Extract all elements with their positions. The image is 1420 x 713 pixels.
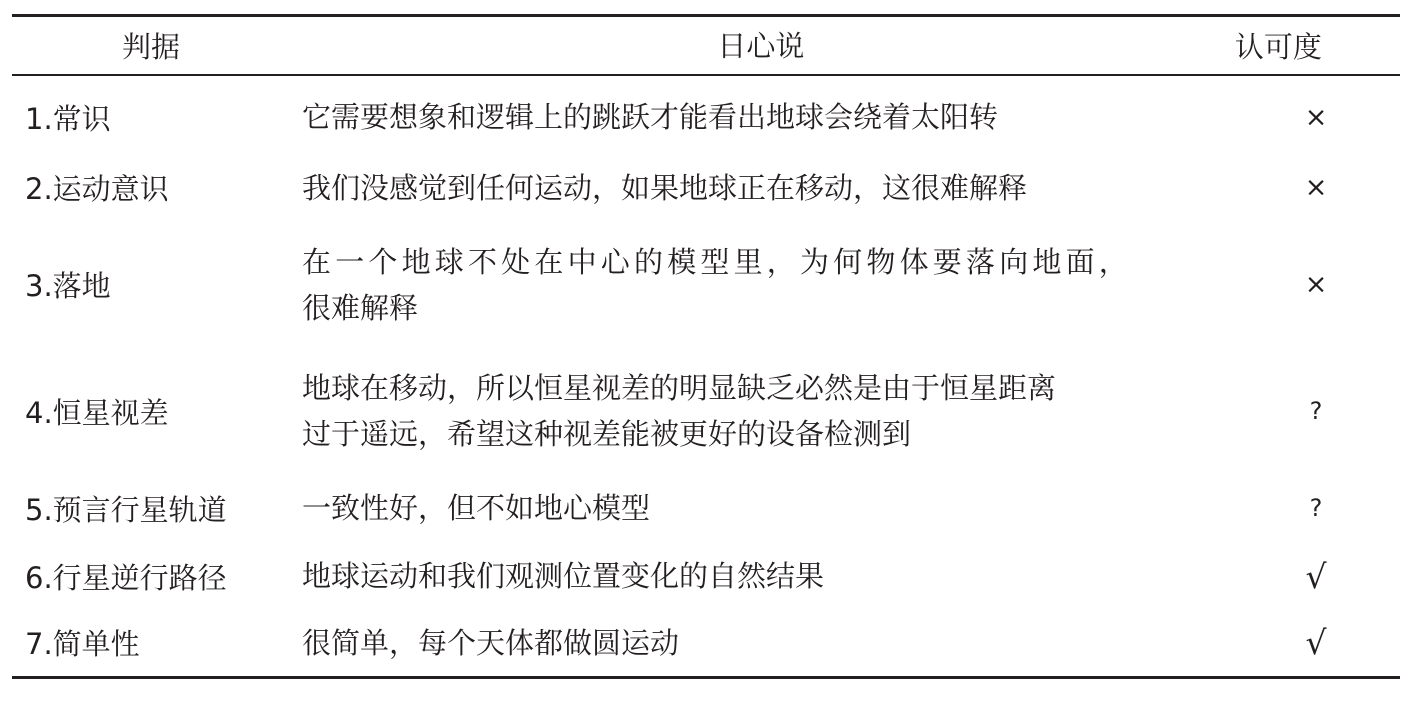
row-criterion: 4.恒星视差 [25,395,169,430]
header-criterion: 判据 [122,30,181,64]
header-acceptance: 认可度 [1234,30,1322,64]
comparison-table [12,14,1400,679]
table-row [12,473,1400,543]
row-description [302,94,1232,140]
row-description-line: 地球在移动，所以恒星视差的明显缺乏必然是由于恒星距离 [302,371,1057,405]
table-row [12,609,1400,676]
row-criterion: 5.预言行星轨道 [25,492,227,527]
rating-check: √ [1305,556,1327,596]
header-rule [12,74,1400,76]
row-description-line: 过于遥远，希望这种视差能被更好的设备检测到 [302,417,912,451]
row-criterion: 6.行星逆行路径 [25,560,227,595]
row-description [302,553,1232,599]
header-heliocentric: 日心说 [717,28,805,63]
row-description [302,365,1232,457]
rating-question: ? [1309,397,1323,425]
row-description-line: 一致性好，但不如地心模型 [302,491,651,525]
rating-check: √ [1305,623,1327,662]
table-row [12,155,1400,220]
row-description-line: 地球运动和我们观测位置变化的自然结果 [302,559,825,593]
row-description-line: 很难解释 [302,290,419,325]
row-description [302,165,1232,211]
row-criterion: 3.落地 [25,269,111,303]
table-row [12,220,1400,349]
rating-cross: × [1304,172,1328,203]
row-criterion: 7.简单性 [25,627,140,661]
row-description [302,239,1232,331]
table-row [12,349,1400,473]
row-description [302,485,1232,531]
rating-cross: × [1304,101,1328,133]
row-description-line: 我们没感觉到任何运动，如果地球正在移动，这很难解释 [302,170,1028,205]
rating-question: ? [1309,494,1323,522]
row-description-line: 它需要想象和逻辑上的跳跃才能看出地球会绕着太阳转 [302,100,999,134]
table-row [12,79,1400,155]
table-row [12,543,1400,609]
table-bottom-rule [12,676,1400,679]
row-criterion: 2.运动意识 [25,172,169,206]
row-description [302,620,1232,666]
table-header [12,17,1400,74]
row-description-line: 很简单，每个天体都做圆运动 [302,625,680,660]
rating-cross: × [1304,269,1328,300]
row-description-line: 在一个地球不处在中心的模型里，为何物体要落向地面， [302,244,1133,279]
row-criterion: 1.常识 [25,101,111,136]
